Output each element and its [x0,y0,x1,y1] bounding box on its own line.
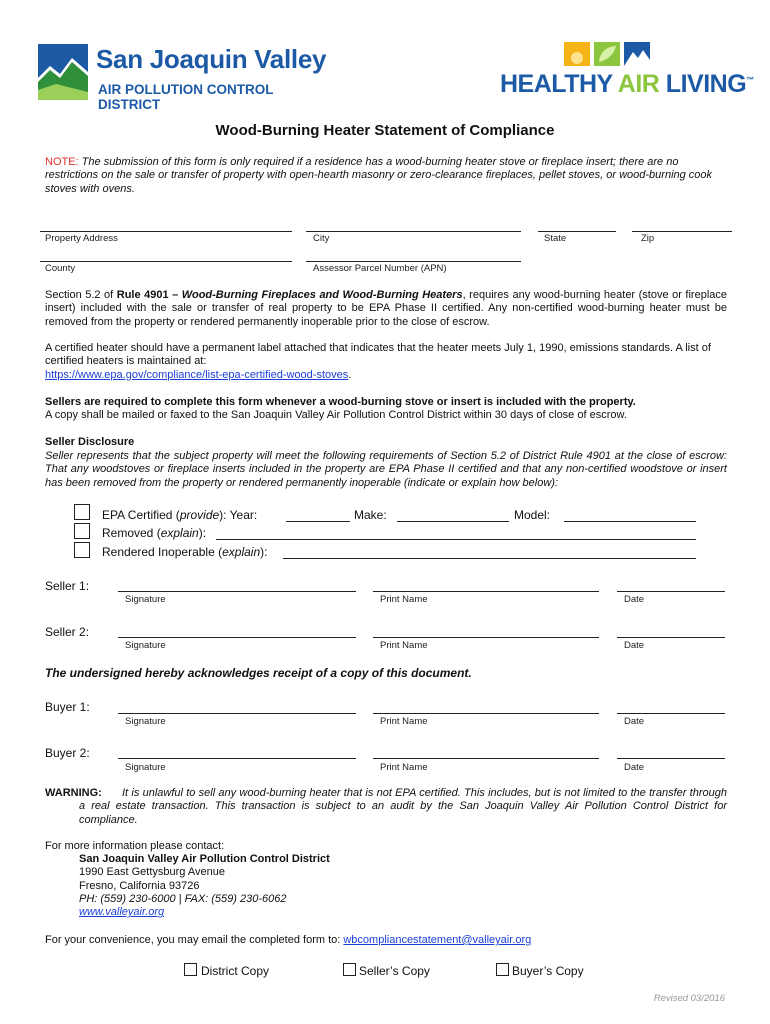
sjv-logo [38,44,338,112]
seller2-signature-label: Signature [125,640,166,651]
buyer2-date-line[interactable] [617,758,725,759]
buyer-copy-label: Buyer’s Copy [512,964,584,978]
district-copy-checkbox[interactable] [184,963,197,976]
inoperable-checkbox[interactable] [74,542,90,558]
seller1-date-line[interactable] [617,591,725,592]
hal-word-healthy: HEALTHY [500,70,613,98]
buyer1-print-name-line[interactable] [373,713,599,714]
seller-disclosure-text: Seller represents that the subject property will meet the following requirements of Section 5.2 of District Rule 4901 at the close of escrow: That any woodstoves or fireplace inserts included in the property are EPA Phase II certified and that any non-certified woodstove or insert has been removed from the property or rendered permanently inoperable (indicate or explain how below): [45,450,727,489]
epa-certified-label: EPA Certified (provide): Year: [102,508,258,522]
seller2-print-name-label: Print Name [380,640,428,651]
seller-copy-checkbox[interactable] [343,963,356,976]
buyer2-signature-line[interactable] [118,758,356,759]
seller-disclosure-heading: Seller Disclosure [45,436,135,448]
seller1-signature-line[interactable] [118,591,356,592]
make-field[interactable] [397,521,509,522]
note-text: The submission of this form is only required if a residence has a wood-burning heater stove or fireplace insert; there are no restrictions on the sale or transfer of property with open-hearth masonry or zero-clearance fireplaces, pellet stoves, or wood-burning cook stoves with ovens. [45,156,713,195]
buyer1-date-label: Date [624,716,645,727]
sjv-logo-icon [38,44,88,100]
zip-label: Zip [641,233,655,244]
rule-title: Wood-Burning Fireplaces and Wood-Burning Heaters [181,289,463,301]
seller-copy-label: Seller’s Copy [359,964,430,978]
email-text: For your convenience, you may email the completed form to: [45,934,344,946]
seller2-signature-line[interactable] [118,637,356,638]
removed-checkbox[interactable] [74,523,90,539]
hal-sun-icon [564,42,590,66]
email-link[interactable]: wbcompliancestatement@valleyair.org [343,934,532,946]
email-line [45,934,531,946]
county-line[interactable] [40,261,292,262]
sjv-subtitle: AIR POLLUTION CONTROL DISTRICT [98,82,274,112]
contact-org: San Joaquin Valley Air Pollution Control District [79,853,330,865]
model-field[interactable] [564,521,696,522]
buyer1-label: Buyer 1: [45,700,90,714]
apn-line[interactable] [306,261,521,262]
warning-text: It is unlawful to sell any wood-burning heater that is not EPA certified. This includes, but is not limited to the transfer through a real estate transaction. This transaction is subject to an audit by the San Joaquin Valley Air Pollution Control District for compliance. [79,787,727,826]
seller2-date-line[interactable] [617,637,725,638]
state-label: State [544,233,567,244]
healthy-air-living-logo [500,42,754,100]
sellers-required-bold: Sellers are required to complete this form whenever a wood-burning stove or insert is included with the property. [45,396,636,408]
county-label: County [45,263,76,274]
property-address-line[interactable] [40,231,292,232]
warning-label: WARNING: [45,787,102,799]
certified-end: . [348,368,352,381]
seller2-print-name-line[interactable] [373,637,599,638]
section-intro: Section 5.2 of [45,289,117,301]
buyer2-date-label: Date [624,762,645,773]
apn-label: Assessor Parcel Number (APN) [313,263,447,274]
note-paragraph [45,156,727,196]
seller2-date-label: Date [624,640,645,651]
contact-phone: PH: (559) 230-6000 | FAX: (559) 230-6062 [79,892,287,905]
note-label: NOTE: [45,156,79,168]
sellers-required-paragraph [45,396,727,423]
removed-explain-field[interactable] [216,539,696,540]
city-line[interactable] [306,231,521,232]
contact-city: Fresno, California 93726 [79,879,200,892]
buyer1-signature-line[interactable] [118,713,356,714]
buyer1-print-name-label: Print Name [380,716,428,727]
seller1-label: Seller 1: [45,579,90,593]
section-paragraph [45,289,727,329]
revision-date: Revised 03/2016 [653,993,725,1004]
seller1-print-name-line[interactable] [373,591,599,592]
inoperable-label: Rendered Inoperable (explain): [102,545,268,559]
buyer2-label: Buyer 2: [45,746,90,760]
certified-text: A certified heater should have a permanent label attached that indicates that the heater meets July 1, 1990, emissions standards. A list of certified heaters is maintained at: [45,342,711,368]
buyer2-print-name-line[interactable] [373,758,599,759]
epa-certified-checkbox[interactable] [74,504,90,520]
model-label: Model: [514,508,551,522]
buyer1-signature-label: Signature [125,716,166,727]
page-title: Wood-Burning Heater Statement of Compliance [215,122,555,139]
sjv-title: San Joaquin Valley [96,44,327,74]
buyer2-print-name-label: Print Name [380,762,428,773]
zip-line[interactable] [632,231,732,232]
state-line[interactable] [538,231,616,232]
property-address-label: Property Address [45,233,118,244]
city-label: City [313,233,330,244]
section-body: , requires any wood-burning heater (stove or fireplace insert) included with the sale or transfer of real property to be EPA Phase II certified. Any non-certified wood-burning heater must be removed from the property or rendered permanently inoperable prior to the close of escrow. [45,289,728,328]
sellers-required-text: A copy shall be mailed or faxed to the San Joaquin Valley Air Pollution Control District within 30 days of close of escrow. [45,409,627,422]
hal-word-living: LIVING [665,70,747,98]
inoperable-explain-field[interactable] [283,558,696,559]
hal-leaf-icon [594,42,620,66]
buyer1-date-line[interactable] [617,713,725,714]
hal-word-air: AIR [617,70,660,98]
seller1-date-label: Date [624,594,645,605]
hal-wordmark [500,70,754,99]
seller2-label: Seller 2: [45,625,90,639]
buyer-copy-checkbox[interactable] [496,963,509,976]
seller1-signature-label: Signature [125,594,166,605]
epa-list-link[interactable]: https://www.epa.gov/compliance/list-epa-certified-wood-stoves [45,368,349,381]
make-label: Make: [354,508,387,522]
year-field[interactable] [286,521,350,522]
removed-label: Removed (explain): [102,526,207,540]
contact-web-link[interactable]: www.valleyair.org [79,906,165,919]
contact-block [79,853,330,919]
acknowledgement: The undersigned hereby acknowledges receipt of a copy of this document. [45,666,472,680]
seller1-print-name-label: Print Name [380,594,428,605]
contact-street: 1990 East Gettysburg Avenue [79,866,225,879]
hal-tm: ™ [746,75,754,85]
buyer2-signature-label: Signature [125,762,166,773]
district-copy-label: District Copy [201,964,270,978]
rule-number: Rule 4901 – [116,289,182,301]
hal-mountain-icon [624,42,650,66]
contact-intro: For more information please contact: [45,840,225,852]
certified-paragraph [45,342,727,382]
